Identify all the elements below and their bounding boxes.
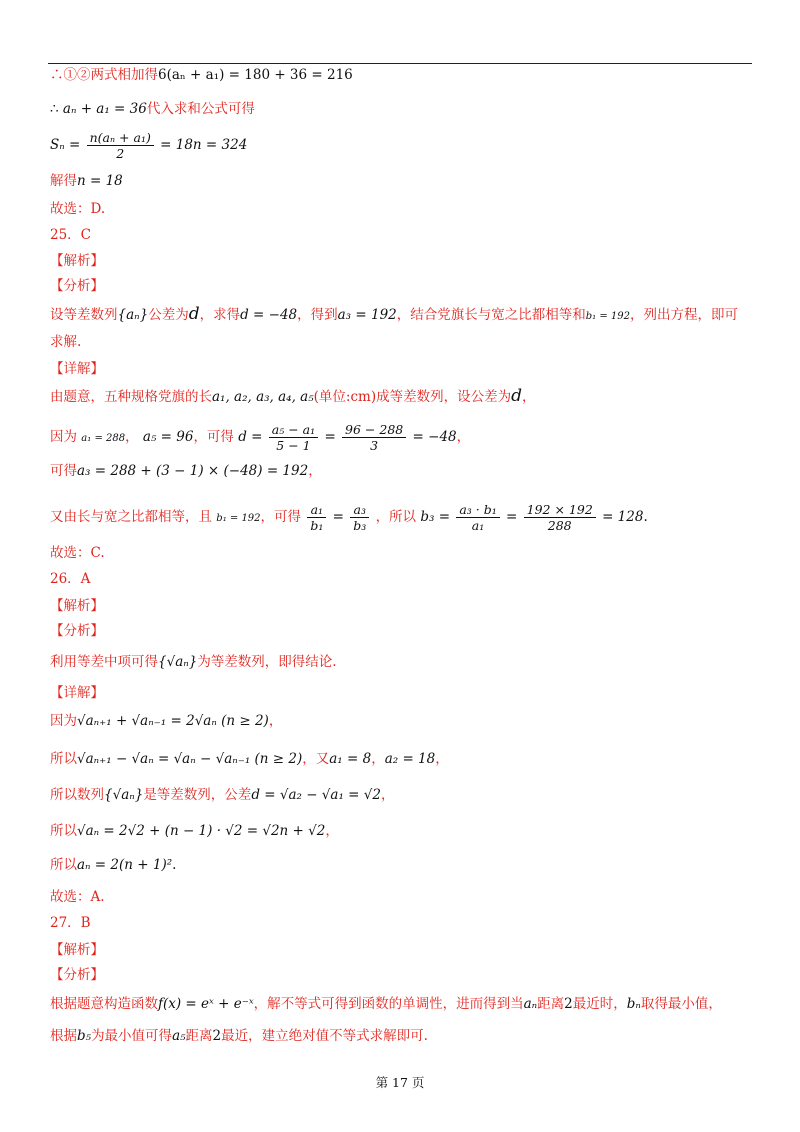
xiangjie-25: 【详解】 [50, 361, 104, 377]
math: a₁ = 8 [329, 751, 372, 767]
page-number: 第 17 页 [375, 1075, 425, 1090]
text: ， [371, 751, 385, 767]
denominator: 5 − 1 [269, 437, 318, 453]
denominator: 3 [342, 437, 406, 453]
math: d = −48 [240, 307, 298, 323]
math: a₁, a₂, a₃, a₄, a₅ [212, 389, 314, 405]
question-27-number: 27．B [50, 915, 91, 931]
text: ， [456, 429, 471, 445]
math: √aₙ₊₁ − √aₙ = √aₙ − √aₙ₋₁ (n ≥ 2) [77, 751, 303, 767]
math: a₁ = 288 [81, 433, 126, 444]
line-solve-n [50, 172, 123, 190]
math: Sₙ = [50, 137, 81, 153]
math: 2 [564, 996, 573, 1012]
fraction [456, 502, 499, 533]
math: b₁ = 192 [216, 513, 261, 524]
text: 因为 [50, 713, 77, 729]
text: 所以数列 [50, 787, 104, 803]
math: d [188, 304, 200, 324]
analysis-25-line1 [50, 305, 738, 326]
detail-25-line4 [50, 502, 648, 533]
detail-26-line1 [50, 712, 282, 730]
text: ，结合党旗长与宽之比都相等和 [396, 307, 586, 323]
text: 又由长与宽之比都相等，且 [50, 509, 212, 525]
math: b₃ = [420, 509, 451, 525]
detail-25-line3 [50, 462, 322, 480]
math: = 18n = 324 [160, 137, 248, 153]
math: a₃ = 192 [337, 307, 397, 323]
text: 由题意，五种规格党旗的长 [50, 389, 212, 405]
math: n = 18 [77, 173, 123, 189]
fraction [342, 422, 406, 453]
text: 距离 [537, 996, 565, 1012]
math: f(x) = eˣ + e⁻ˣ [158, 996, 254, 1012]
detail-25-line1 [50, 387, 535, 406]
text: ，可得 [260, 509, 302, 525]
text: 为最小值可得 [91, 1028, 173, 1044]
line-an-a1 [50, 100, 255, 118]
text: 最近时， [572, 996, 627, 1012]
text: 因为 [50, 429, 77, 445]
text: 解得 [50, 173, 77, 189]
math: {√aₙ} [158, 654, 198, 670]
text: 所以 [50, 751, 77, 767]
text: 可得 [50, 463, 77, 479]
fenxi-26: 【分析】 [50, 623, 104, 639]
math: aₙ = 2(n + 1)² [77, 857, 173, 873]
detail-25-line2 [50, 422, 470, 453]
math: d = [238, 429, 263, 445]
text: 所以 [50, 857, 77, 873]
numerator: 192 × 192 [526, 502, 593, 517]
detail-26-line2 [50, 750, 449, 768]
text: 所以 [50, 823, 77, 839]
math: = 128 [602, 509, 644, 525]
text: 利用等差中项可得 [50, 654, 158, 670]
denominator: b₃ [350, 517, 369, 533]
fenxi-27: 【分析】 [50, 967, 104, 983]
fraction [269, 422, 318, 453]
line-sn-formula [50, 130, 247, 161]
math: a₅ [172, 1028, 186, 1044]
text: 根据 [50, 1028, 77, 1044]
analysis-27-line2 [50, 1027, 428, 1045]
text: ，可得 [193, 429, 234, 445]
text: ，解不等式可得到函数的单调性，进而得到当 [253, 996, 524, 1012]
text: (单位:cm)成等差数列，设公差为 [313, 389, 512, 405]
numerator: n(aₙ + a₁) [89, 130, 151, 145]
numerator: 96 − 288 [345, 422, 404, 437]
jiexi-27: 【解析】 [50, 942, 104, 958]
math: a₂ = 18 [384, 751, 436, 767]
analysis-27-line1 [50, 995, 722, 1013]
math: 6(aₙ + a₁) = 180 + 36 = 216 [158, 67, 353, 83]
answer-26: 故选：A. [50, 889, 105, 905]
fraction [307, 502, 326, 533]
question-25-number: 25．C [50, 227, 92, 243]
text: ， [308, 463, 322, 479]
math: {aₙ} [117, 307, 149, 323]
text: ，又 [302, 751, 330, 767]
math: √aₙ₊₁ + √aₙ₋₁ = 2√aₙ (n ≥ 2) [77, 713, 269, 729]
math: = [324, 429, 336, 445]
text: ， [380, 787, 395, 803]
math: = [506, 509, 518, 525]
denominator: a₁ [456, 517, 499, 533]
numerator: a₃ [353, 502, 366, 517]
text: 根据题意构造函数 [50, 996, 158, 1012]
text: 取得最小值， [640, 996, 722, 1012]
text: 公差为 [148, 307, 189, 323]
text: ， [435, 751, 449, 767]
text: ，求得 [199, 307, 241, 323]
jiexi-26: 【解析】 [50, 598, 104, 614]
text: ， [125, 429, 139, 445]
fraction [524, 502, 596, 533]
detail-26-line3 [50, 786, 394, 804]
numerator: a₁ [310, 502, 324, 517]
text: 设等差数列 [50, 307, 118, 323]
analysis-26 [50, 653, 337, 671]
text: ，得到 [297, 307, 338, 323]
fenxi-25: 【分析】 [50, 278, 104, 294]
math: d = √a₂ − √a₁ = √2 [251, 787, 381, 803]
text: ∴①②两式相加得 [50, 67, 158, 83]
denominator: 2 [87, 145, 154, 161]
text: ，列出方程，即可 [629, 307, 738, 323]
xiangjie-26: 【详解】 [50, 685, 104, 701]
text: 距离 [185, 1028, 213, 1044]
numerator: a₅ − a₁ [271, 422, 316, 437]
text: 最近，建立绝对值不等式求解即可. [221, 1028, 428, 1044]
text: 是等差数列，公差 [143, 787, 252, 803]
denominator: b₁ [307, 517, 326, 533]
math: d [511, 386, 522, 406]
text: ， [325, 823, 339, 839]
math: = [332, 509, 344, 525]
header-rule [48, 63, 752, 64]
denominator: 288 [524, 517, 596, 533]
text: ， [521, 389, 536, 405]
text: ，所以 [375, 509, 417, 525]
text: 代入求和公式可得 [146, 101, 255, 117]
analysis-25-line2: 求解. [50, 334, 82, 350]
math: a₅ = 96 [142, 429, 194, 445]
math: = −48 [412, 429, 457, 445]
math: aₙ + a₁ = 36 [62, 101, 147, 117]
math: {√aₙ} [104, 787, 144, 803]
text: . [172, 857, 177, 873]
numerator: a₃ · b₁ [459, 502, 497, 517]
math: aₙ [523, 996, 538, 1012]
text: ， [268, 713, 283, 729]
line-sum-both [50, 66, 353, 84]
fraction [350, 502, 369, 533]
detail-26-line4 [50, 822, 339, 840]
text: 为等差数列，即得结论. [197, 654, 337, 670]
fraction [87, 130, 154, 161]
math: b₅ [77, 1028, 92, 1044]
question-26-number: 26．A [50, 571, 91, 587]
detail-26-line5 [50, 856, 176, 874]
answer-25: 故选：C. [50, 545, 105, 561]
answer-24: 故选：D. [50, 201, 106, 217]
math: bₙ [626, 996, 641, 1012]
text: . [643, 509, 648, 525]
math: b₁ = 192 [585, 311, 630, 322]
jiexi-25: 【解析】 [50, 253, 104, 269]
math: 2 [212, 1028, 222, 1044]
therefore-symbol: ∴ [50, 101, 59, 117]
math: √aₙ = 2√2 + (n − 1) · √2 = √2n + √2 [77, 823, 326, 839]
math: a₃ = 288 + (3 − 1) × (−48) = 192 [77, 463, 309, 479]
